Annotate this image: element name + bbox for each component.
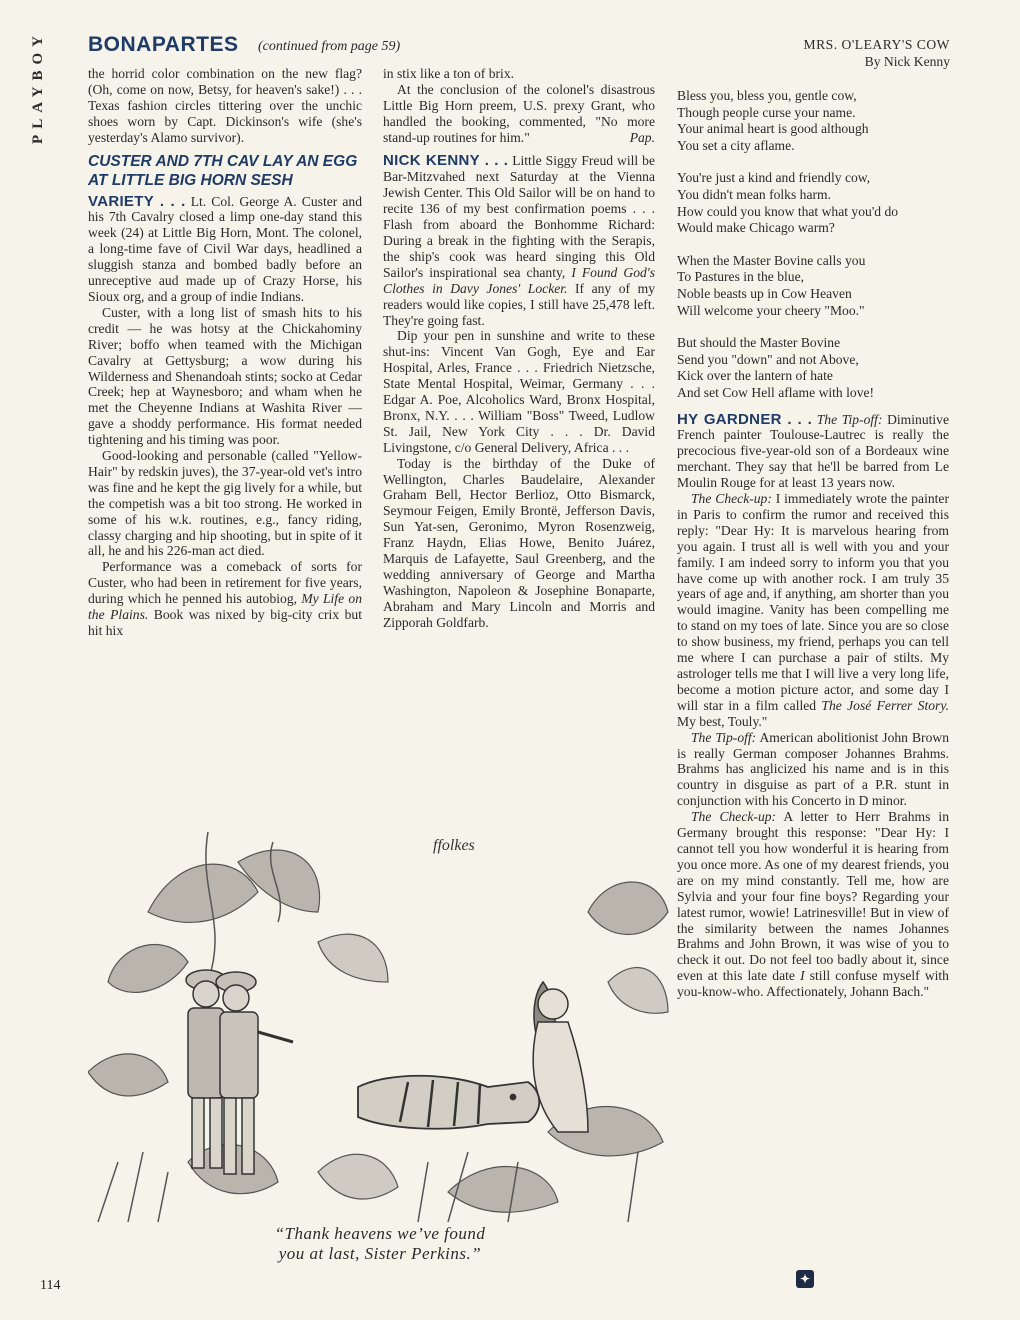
paragraph: NICK KENNY . . . Little Siggy Freud will be Bar-Mitzvahed next Saturday at the Vienna Jewish Center. This Old Sailor will be on hand to recite 136 of my best confirmation poems . . . Flash from aboard the Bonhomme Richard: During a break in the fighting with the Serapis, the ship's cook was heard singing this Old Sailor's inspirational sea chanty, I Found God's Clothes in Davy Jones' Locker. If any of my readers would like copies, I still have 25,478 left. They're going fast.	[383, 152, 655, 328]
poem-stanza: But should the Master Bovine Send you "down" and not Above, Kick over the lantern of hate And set Cow Hell aflame with love!	[677, 335, 875, 400]
article-title: BONAPARTES	[88, 33, 239, 56]
poem-byline: By Nick Kenny	[864, 54, 950, 69]
section-lead: NICK KENNY . . .	[383, 152, 509, 170]
section-lead: HY GARDNER . . .	[677, 410, 813, 428]
jungle-leaf	[318, 1154, 398, 1199]
paragraph: Today is the birthday of the Duke of Wellington, Charles Baudelaire, Alexander Graham Bell, Hector Berlioz, Otto Bismarck, Seymour Feigen, Emily Brontë, Jefferson Davis, Sun Yat-sen, Geronimo, Myron Rosenzweig, Franz Haydn, Elias Howe, Benito Juárez, Marquis de Lafayette, Saul Greenberg, and the wedding anniversary of George and Martha Washington, Napoleon & Josephine Bonaparte, Abraham and Mary Lincoln and Morris and Zipporah Goldfarb.	[383, 455, 655, 630]
signature-pap: Pap.	[629, 129, 655, 145]
poem-stanza: Bless you, bless you, gentle cow, Though people curse your name. Your animal heart is good although You set a city aflame.	[677, 88, 869, 153]
paragraph: Performance was a comeback of sorts for Custer, who had been in retirement for five years, during which he penned his autobiog, My Life on the Plains. Book was nixed by big-city crix but hit hix	[88, 559, 362, 638]
section-lead: VARIETY . . .	[88, 192, 186, 210]
explorers	[186, 970, 293, 1174]
playboy-bunny-icon: ✦	[796, 1270, 814, 1288]
jungle-leaf	[588, 882, 668, 935]
paragraph: VARIETY . . . Lt. Col. George A. Custer and his 7th Cavalry closed a limp one-day stand this week (24) at Little Big Horn, Mont. The colonel, a long-time fave of Civil War days, headlined a sluggish stanza and bombed badly before an unreceptive aud made up of Crazy Horse, his Sioux org, and a group of indie Indians.	[88, 192, 363, 304]
jungle-leaf	[108, 945, 188, 993]
paragraph: Dip your pen in sunshine and write to these shut-ins: Vincent Van Gogh, Eye and Ear Hospital, Arles, France . . . Friedrich Nietzsche, State Mental Hospital, Weimar, Germany . . . Edgar A. Poe, Alcoholics Ward, Bronx Hospital, Bronx, N.Y. . . . William "Boss" Tweed, Ludlow St. Jail, New York City . . . Dr. David Livingstone, c/o General Delivery, Africa . . .	[383, 328, 655, 455]
jungle-leaf	[88, 1054, 168, 1096]
poem-stanza: You're just a kind and friendly cow, You didn't mean folks harm. How could you know that what you'd do Would make Chicago warm?	[677, 170, 899, 236]
paragraph: Custer, with a long list of smash hits to his credit — he was hotsy at the Chickahominy River; boffo when teamed with the Michigan Cavalry at Gettysburg; a wow during his Wilderness and Shenandoah stints; socko at Cedar Creek; hep at Waynesboro; and wham when he met the Cheyenne Indians at Washita River — gave a shoddy performance. His format needed tightening and his timing was poor.	[88, 304, 362, 448]
jungle-leaf	[608, 968, 668, 1014]
artist-signature: ffolkes	[433, 837, 475, 854]
paragraph: the horrid color combination on the new flag? (Oh, come on now, Betsy, for heaven's sake!) . . . Texas fashion circles tittering over the unchic shoes worn by Capt. Dickinson's wife (she's yesterday's Alamo survivor).	[88, 66, 362, 145]
column-3	[677, 88, 949, 1000]
cartoon-caption: “Thank heavens we’ve found you at last, Sister Perkins.”	[274, 1224, 486, 1263]
paragraph: The Check-up: A letter to Herr Brahms in Germany brought this response: "Dear Hy: I cannot tell you how wonderful it is hearing from you once more. As one of my dearest friends, you are on my mind constantly. Tell me, how are Sylvia and your four fine boys? Regarding your latest rumor, wowie! Latrinesville! But in view of the similarity between the names Johannes Brahms and John Brown, it was wise of you to check it out. Do not feel too badly about it, since even at this late date I still confuse myself with you-know-who. Affectionately, Johann Bach."	[677, 809, 949, 1000]
column-1	[88, 66, 362, 639]
paragraph: in stix like a ton of brix.	[383, 66, 515, 81]
paragraph: The Check-up: I immediately wrote the painter in Paris to confirm the rumor and received this reply: "Dear Hy: It is marvelous hearing from you again. I trust all is well with you and your family. I am indeed sorry to inform you that you have come up with another rock. I am truly 35 years of age and, if anything, am shorter than you would imagine. Vanity has been compelling me to stand on my toes of late. Since you are so close to show business, my friend, perhaps you can tell me where I can purchase a pair of stilts. My astrologer tells me that I will live a very long life, become a motion picture actor, and some day I will star in a film called The José Ferrer Story. My best, Touly."	[677, 491, 950, 729]
poem-title: MRS. O'LEARY'S COW	[803, 37, 950, 52]
woman-figure	[533, 982, 588, 1132]
jungle-leaf	[448, 1167, 558, 1213]
paragraph: Good-looking and personable (called "Yellow-Hair" by redskin juves), the 37-year-old vet's intro was fine and he kept the gig lively for a while, but the competish was a bit too strong. He worked in some of his w.k. routines, e.g., fancy riding, classy charging and hip shooting, but in spite of it all, he and his 226-man act died.	[88, 448, 362, 559]
paragraph: HY GARDNER . . . The Tip-off: Diminutive French painter Toulouse-Lautrec is really the precocious five-year-old son of a Bordeaux wine merchant. They say that he'll be barred from Le Moulin Rouge for at least 13 years now.	[677, 410, 950, 491]
paragraph: The Tip-off: American abolitionist John Brown is really German composer Johannes Brahms. Brahms has anglicized his name and is in this country in disguise as part of a P.R. stunt in conjunction with his Concerto in D minor.	[677, 729, 949, 809]
tiger	[358, 1076, 539, 1129]
magazine-name-vertical: PLAYBOY	[30, 30, 46, 144]
column-2	[383, 66, 655, 631]
poem-header	[700, 36, 950, 70]
page-number: 114	[40, 1278, 61, 1293]
section-headline: CUSTER AND 7TH CAV LAY AN EGG AT LITTLE BIG HORN SESH	[88, 152, 358, 189]
paragraph: At the conclusion of the colonel's disastrous Little Big Horn preem, U.S. prexy Grant, who handled the booking, commented, "No more stand-up routines for him."	[383, 81, 655, 145]
jungle-leaf	[318, 934, 388, 982]
poem-stanza: When the Master Bovine calls you To Pastures in the blue, Noble beasts up in Cow Heaven Will welcome your cheery "Moo."	[677, 252, 866, 318]
jungle-leaf	[148, 864, 258, 922]
continued-note: (continued from page 59)	[258, 39, 401, 54]
cartoon-illustration	[88, 832, 670, 1222]
